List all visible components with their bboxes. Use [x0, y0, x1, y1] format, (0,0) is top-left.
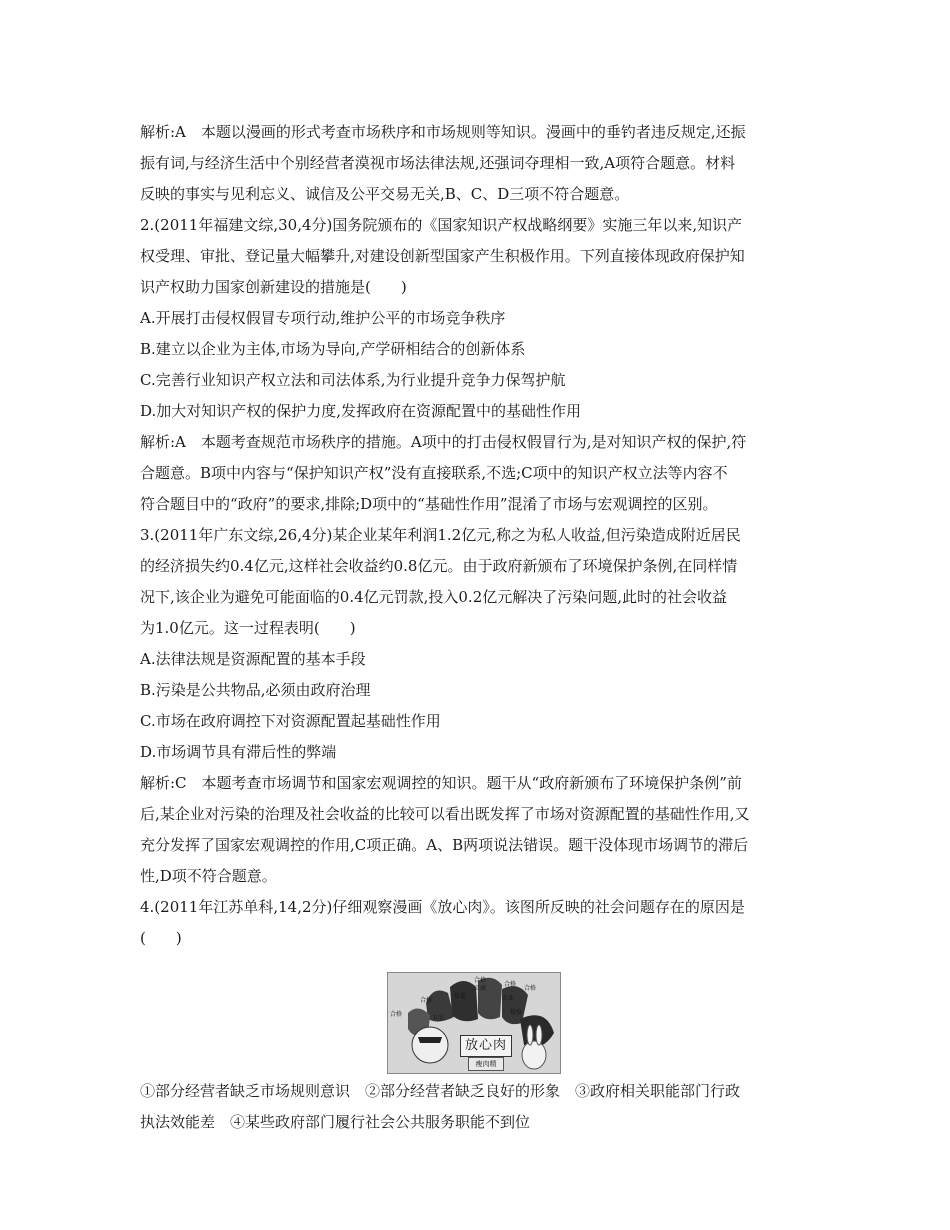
option-line: ①部分经营者缺乏市场规则意识 ②部分经营者缺乏良好的形象 ③政府相关职能部门行政 [140, 1082, 741, 1100]
comic-tag: 合格 [524, 985, 537, 992]
text-line: B.污染是公共物品,必须由政府治理 [140, 681, 371, 699]
comic-sign: 放心肉 [460, 1035, 512, 1057]
text-line: 解析:A 本题以漫画的形式考查市场秩序和市场规则等知识。漫画中的垂钓者违反规定,还振 [140, 123, 746, 141]
text-line: 权受理、审批、登记量大幅攀升,对建设创新型国家产生积极作用。下列直接体现政府保护知 [140, 247, 745, 265]
text-line: 解析:A 本题考查规范市场秩序的措施。A项中的打击侵权假冒行为,是对知识产权的保护,符 [140, 433, 747, 451]
comic-tag: 检疫 [510, 1009, 523, 1016]
question-text [140, 117, 810, 954]
text-line: A.开展打击侵权假冒专项行动,维护公平的市场竞争秩序 [140, 309, 506, 327]
comic-image [387, 972, 561, 1074]
comic-tag: 合格 [504, 981, 517, 988]
text-line: ( ) [140, 929, 182, 947]
text-line: 性,D项不符合题意。 [140, 867, 277, 885]
document-content [140, 117, 810, 1138]
option-line: 执法效能差 ④某些政府部门履行社会公共服务职能不到位 [140, 1113, 531, 1131]
comic-tag: 合格 [474, 977, 487, 984]
text-line: 振有词,与经济生活中个别经营者漠视市场法律法规,还强词夺理相一致,A项符合题意。材料 [140, 154, 736, 172]
text-line: 反映的事实与见利忘义、诚信及公平交易无关,B、C、D三项不符合题意。 [140, 185, 630, 203]
text-line: 后,某企业对污染的治理及社会收益的比较可以看出既发挥了市场对资源配置的基础性作用,又 [140, 805, 750, 823]
text-line: D.加大对知识产权的保护力度,发挥政府在资源配置中的基础性作用 [140, 402, 582, 420]
text-line: 符合题目中的“政府”的要求,排除;D项中的“基础性作用”混淆了市场与宏观调控的区别。 [140, 495, 718, 513]
comic-tag: 质监 [454, 993, 467, 1000]
text-line: 合题意。B项中内容与“保护知识产权”没有直接联系,不选;C项中的知识产权立法等内容不 [140, 464, 728, 482]
text-line: A.法律法规是资源配置的基本手段 [140, 650, 366, 668]
comic-tag: 农业 [502, 995, 515, 1002]
text-line: 3.(2011年广东文综,26,4分)某企业某年利润1.2亿元,称之为私人收益,但污染造成附近居民 [140, 526, 741, 544]
text-line: 4.(2011年江苏单科,14,2分)仔细观察漫画《放心肉》。该图所反映的社会问题存在的原因是 [140, 898, 745, 916]
text-line: 充分发挥了国家宏观调控的作用,C项正确。A、B两项说法错误。题干没体现市场调节的滞后 [140, 836, 749, 854]
text-line: 识产权助力国家创新建设的措施是( ) [140, 278, 407, 296]
text-line: C.完善行业知识产权立法和司法体系,为行业提升竞争力保驾护航 [140, 371, 566, 389]
text-line: B.建立以企业为主体,市场为导向,产学研相结合的创新体系 [140, 340, 526, 358]
comic-tag: 工商 [474, 985, 487, 992]
comic-tag: 合格 [420, 997, 433, 1004]
text-line: C.市场在政府调控下对资源配置起基础性作用 [140, 712, 441, 730]
text-line: 为1.0亿元。这一过程表明( ) [140, 619, 356, 637]
question-options [140, 1076, 810, 1138]
text-line: 2.(2011年福建文综,30,4分)国务院颁布的《国家知识产权战略纲要》实施三年以来,知识产 [140, 216, 743, 234]
text-line: 解析:C 本题考查市场调节和国家宏观调控的知识。题干从“政府新颁布了环境保护条例”前 [140, 774, 742, 792]
text-line: 况下,该企业为避免可能面临的0.4亿元罚款,投入0.2亿元解决了污染问题,此时的社会收益 [140, 588, 728, 606]
comic-sub-sign: 瘦肉精 [468, 1057, 504, 1071]
comic-tag: 卫生 [432, 1015, 445, 1022]
text-line: 的经济损失约0.4亿元,这样社会收益约0.8亿元。由于政府新颁布了环境保护条例,在同样情 [140, 557, 738, 575]
comic-tag: 合格 [390, 1011, 403, 1018]
text-line: D.市场调节具有滞后性的弊端 [140, 743, 337, 761]
